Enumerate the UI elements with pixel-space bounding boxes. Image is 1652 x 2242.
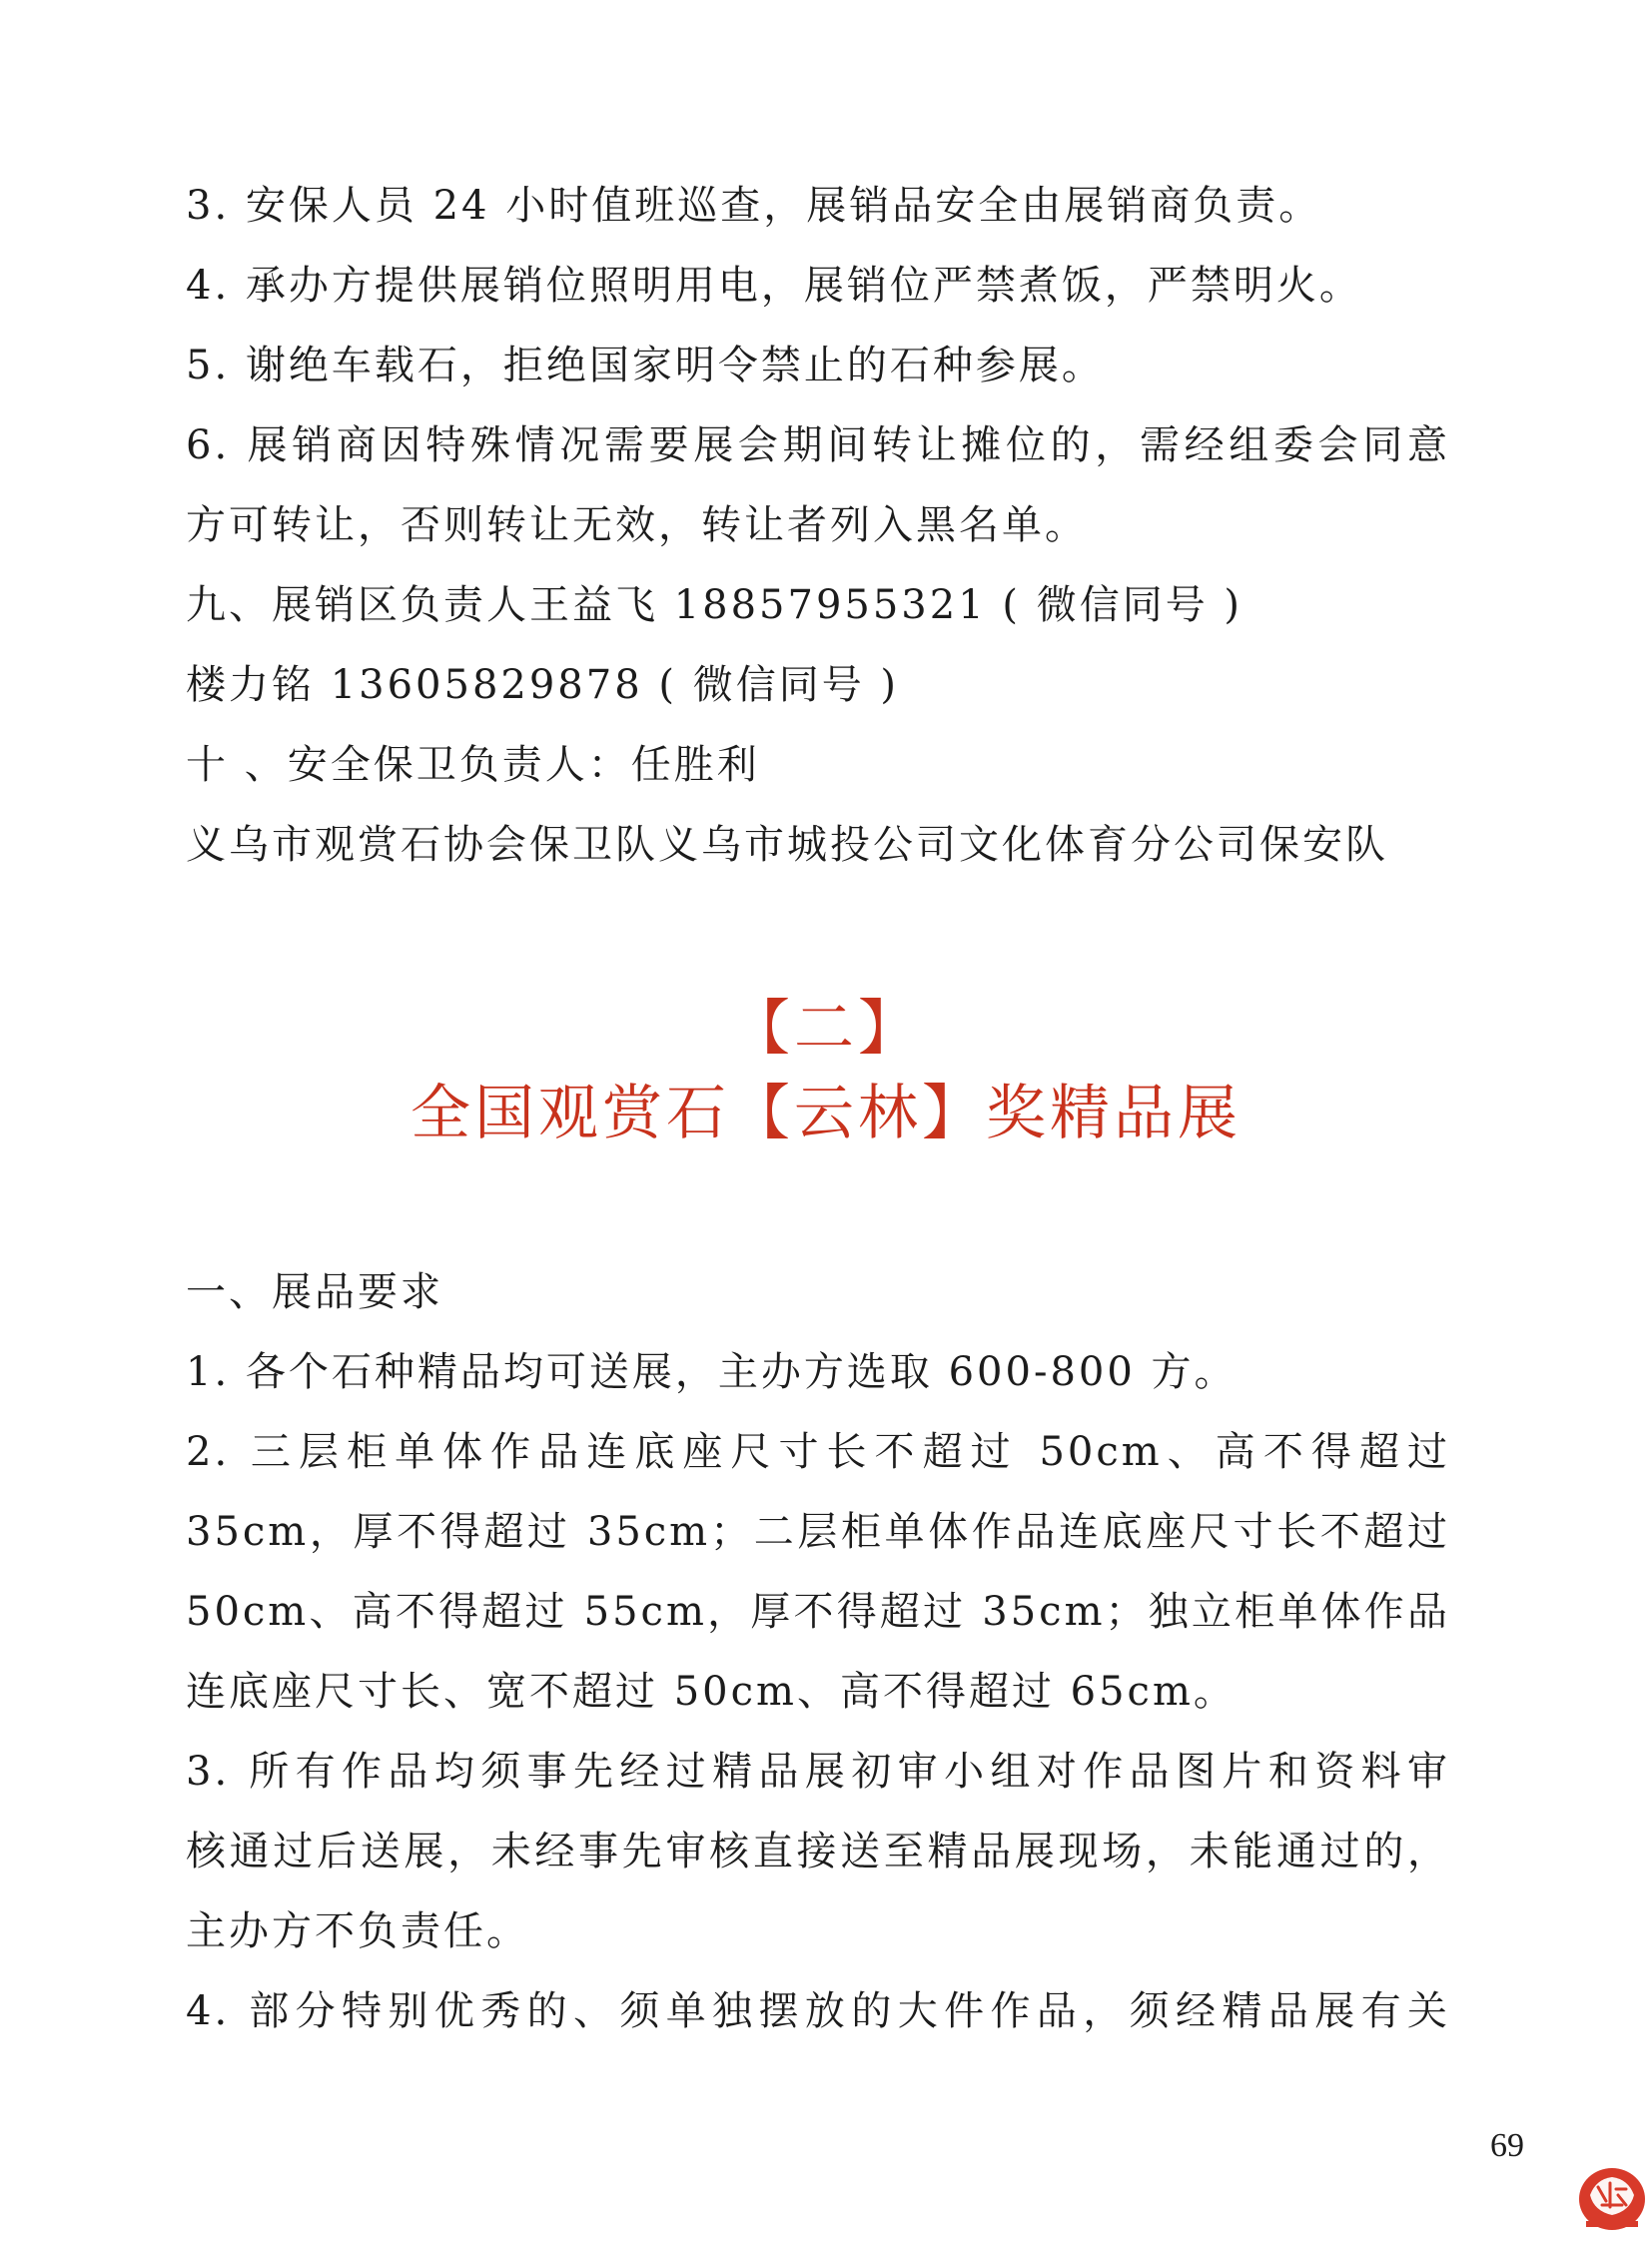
sales-contact-2: 楼力铭 13605829878 ( 微信同号 ): [186, 662, 900, 708]
heading-title: 全国观赏石【云林】奖精品展: [411, 1079, 1241, 1148]
page-number: 69: [1490, 2127, 1524, 2164]
req-2-line1: 2. 三层柜单体作品连底座尺寸长不超过 50cm、高不得超过: [186, 1429, 1450, 1475]
item-4: 4. 承办方提供展销位照明用电，展销位严禁煮饭，严禁明火。: [186, 263, 1362, 309]
security-head: 十 、安全保卫负责人：任胜利: [186, 742, 760, 788]
watermark-seal-icon: [1576, 2165, 1648, 2237]
heading-number: 【二】: [730, 994, 922, 1064]
section2-text: [186, 1252, 1450, 2051]
req-3-line2: 核通过后送展，未经事先审核直接送至精品展现场，未能通过的，: [186, 1829, 1450, 1874]
security-teams: 义乌市观赏石协会保卫队义乌市城投公司文化体育分公司保安队: [186, 822, 1388, 868]
req-3-line3: 主办方不负责任。: [186, 1908, 529, 1954]
req-3-line1: 3. 所有作品均须事先经过精品展初审小组对作品图片和资料审: [186, 1749, 1450, 1795]
exhibit-requirements-heading: 一、展品要求: [186, 1269, 443, 1315]
item-3: 3. 安保人员 24 小时值班巡查，展销品安全由展销商负责。: [186, 183, 1322, 229]
req-2-line4: 连底座尺寸长、宽不超过 50cm、高不得超过 65cm。: [186, 1669, 1237, 1715]
req-2-line2: 35cm，厚不得超过 35cm；二层柜单体作品连底座尺寸长不超过: [186, 1509, 1450, 1555]
item-6-line2: 方可转让，否则转让无效，转让者列入黑名单。: [186, 502, 1088, 548]
sales-contact-1: 九、展销区负责人王益飞 18857955321 ( 微信同号 ): [186, 582, 1243, 628]
req-1: 1. 各个石种精品均可送展，主办方选取 600-800 方。: [186, 1349, 1238, 1395]
item-6-line1: 6. 展销商因特殊情况需要展会期间转让摊位的，需经组委会同意: [186, 422, 1450, 468]
req-4-line1: 4. 部分特别优秀的、须单独摆放的大件作品，须经精品展有关: [186, 1988, 1450, 2034]
section-heading: [0, 989, 1652, 1158]
item-5: 5. 谢绝车载石，拒绝国家明令禁止的石种参展。: [186, 343, 1105, 388]
section1-text: [186, 166, 1450, 885]
req-2-line3: 50cm、高不得超过 55cm，厚不得超过 35cm；独立柜单体作品: [186, 1589, 1450, 1635]
